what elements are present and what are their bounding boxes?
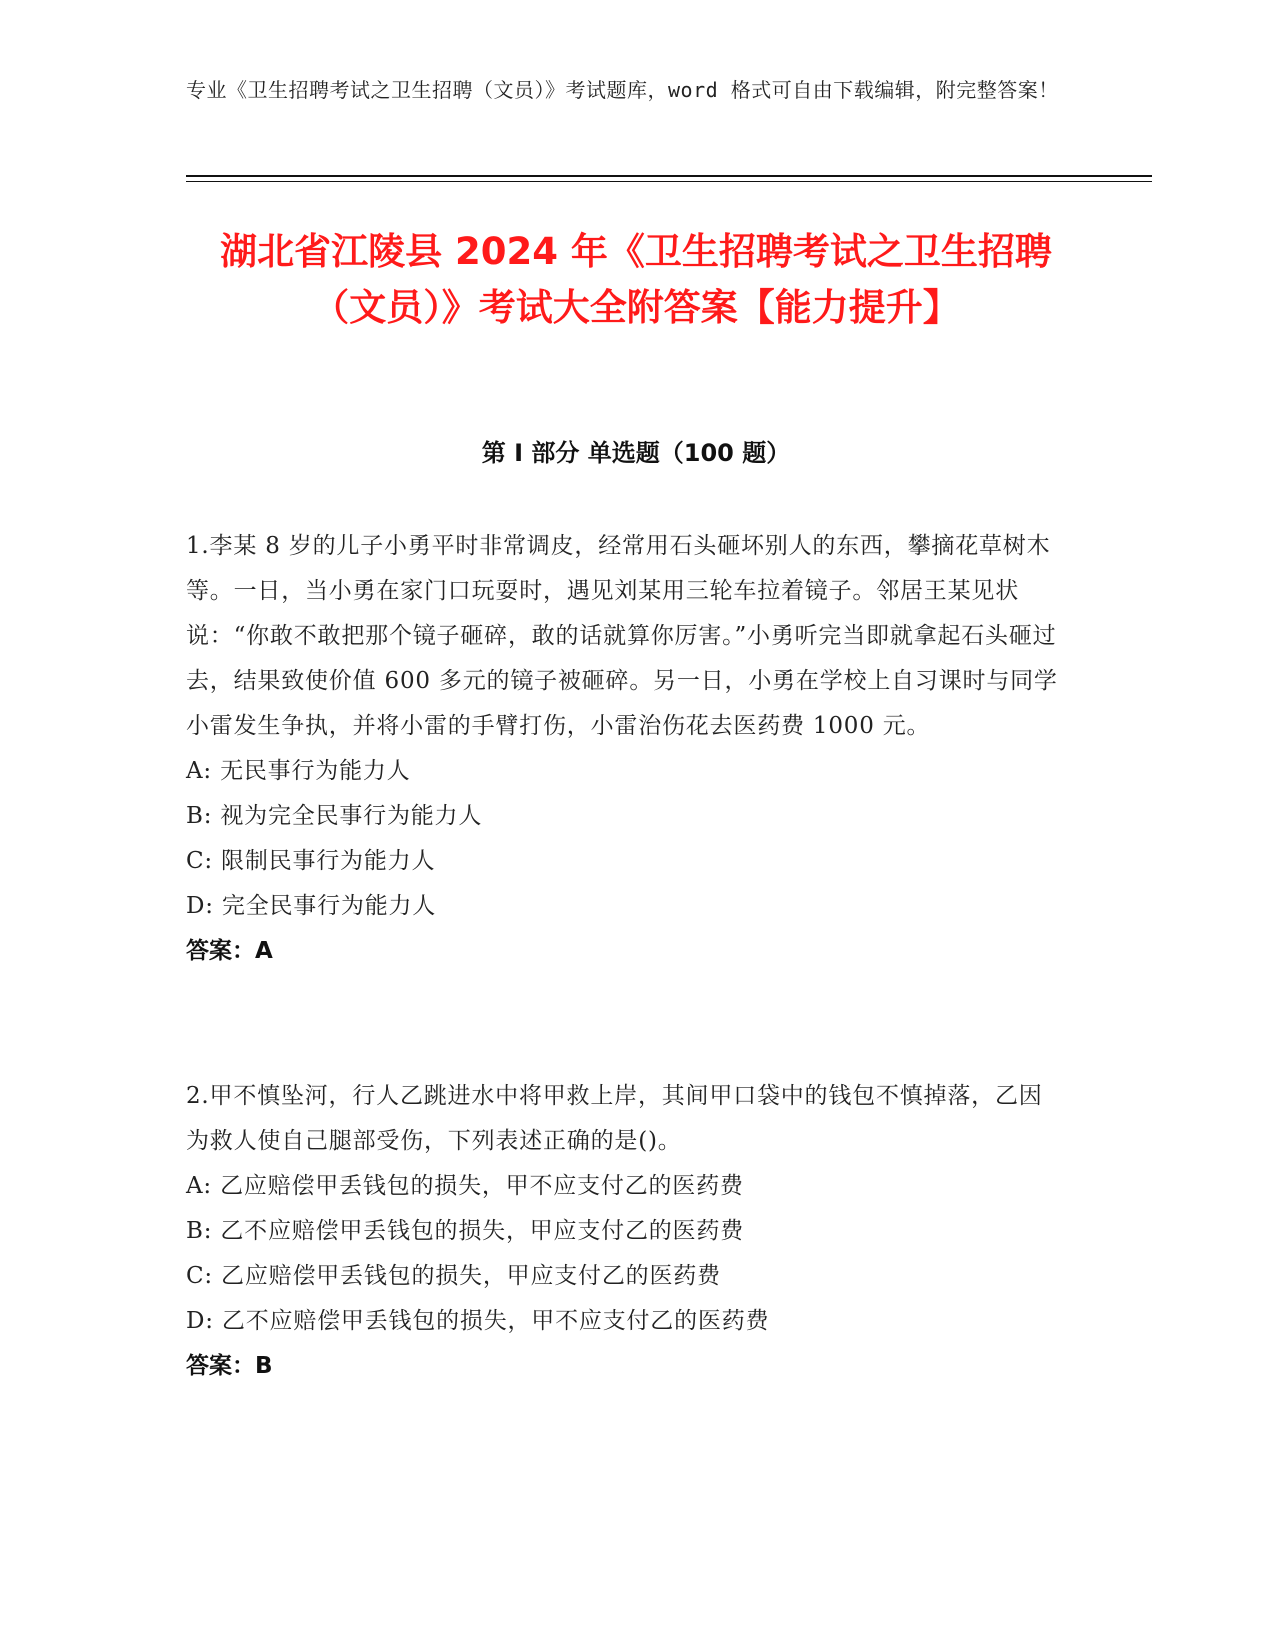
option-a: A: 乙应赔偿甲丢钱包的损失，甲不应支付乙的医药费	[186, 1173, 744, 1199]
option-b: B: 视为完全民事行为能力人	[186, 803, 483, 829]
option-a: A: 无民事行为能力人	[186, 758, 411, 784]
answer-label: 答案：A	[186, 938, 273, 964]
header-note: 专业《卫生招聘考试之卫生招聘（文员）》考试题库，word 格式可自由下载编辑，附完整答案！	[186, 78, 1059, 102]
option-b: B: 乙不应赔偿甲丢钱包的损失，甲应支付乙的医药费	[186, 1218, 744, 1244]
document-title: 湖北省江陵县 2024 年《卫生招聘考试之卫生招聘（文员）》考试大全附答案【能力提升】	[220, 230, 1052, 329]
header-divider-thin	[186, 181, 1152, 182]
answer-label: 答案：B	[186, 1353, 273, 1379]
option-d: D: 完全民事行为能力人	[186, 893, 437, 919]
header-divider-thick	[186, 175, 1152, 177]
question-stem: 2.甲不慎坠河，行人乙跳进水中将甲救上岸，其间甲口袋中的钱包不慎掉落，乙因为救人使自己腿部受伤，下列表述正确的是()。	[186, 1083, 1043, 1154]
question-2	[186, 1074, 1066, 1389]
option-c: C: 乙应赔偿甲丢钱包的损失，甲应支付乙的医药费	[186, 1263, 721, 1289]
option-d: D: 乙不应赔偿甲丢钱包的损失，甲不应支付乙的医药费	[186, 1308, 770, 1334]
option-c: C: 限制民事行为能力人	[186, 848, 436, 874]
section-title: 第 I 部分 单选题（100 题）	[481, 439, 791, 467]
question-1	[186, 524, 1066, 974]
question-stem: 1.李某 8 岁的儿子小勇平时非常调皮，经常用石头砸坏别人的东西，攀摘花草树木等。一日，当小勇在家门口玩耍时，遇见刘某用三轮车拉着镜子。邻居王某见状说：“你敢不敢把那个镜子砸碎，敢的话就算你厉害。”小勇听完当即就拿起石头砸过去，结果致使价值 600 多元的镜子被砸碎。另一日，小勇在学校上自习课时与同学小雷发生争执，并将小雷的手臂打伤，小雷治伤花去医药费 1000 元。	[186, 533, 1058, 739]
